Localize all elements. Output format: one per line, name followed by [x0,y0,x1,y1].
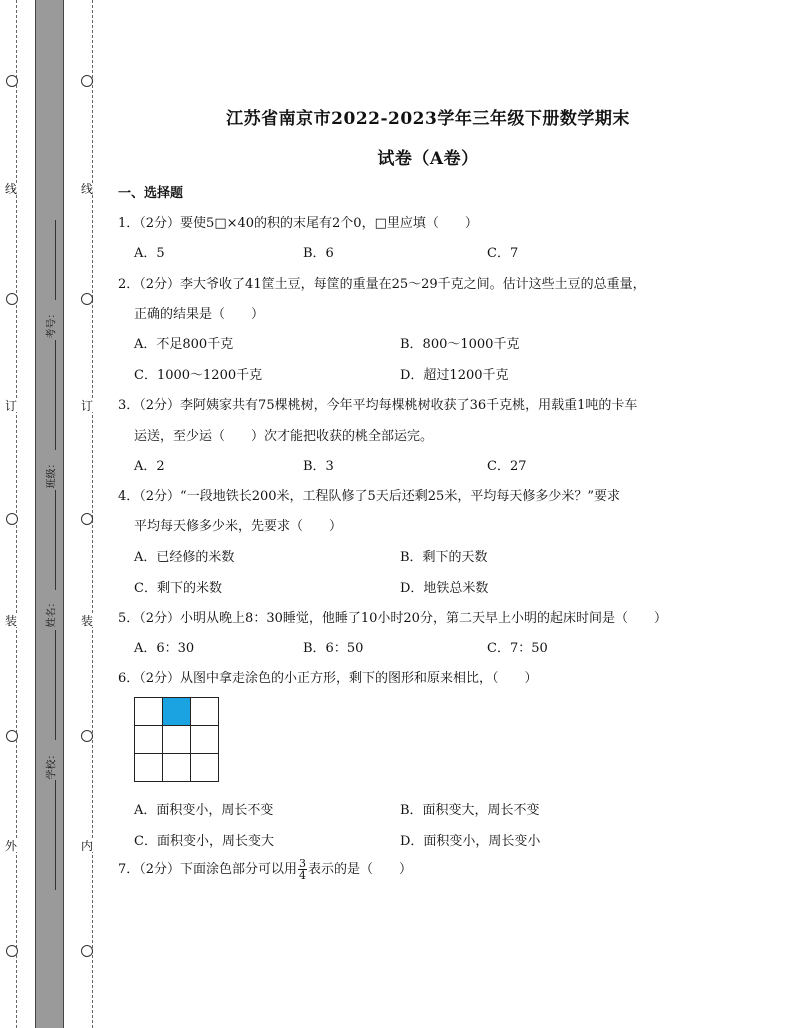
fraction-denominator: 4 [299,869,307,882]
school-label: 学校： [46,749,58,780]
margin-char-outer: 装 [4,614,17,628]
question-1-option-b: B．6 [303,246,334,261]
question-4-option-c: C．剩下的米数 [134,581,222,596]
margin-char-outer: 订 [4,399,17,413]
grid-cell [191,726,219,754]
question-5-option-b: B．6：50 [303,641,364,656]
question-7-text [118,858,412,881]
question-1-text: 1．（2分）要使5□×40的积的末尾有2个0，□里应填（ ） [118,216,478,231]
question-2-option-b: B．800～1000千克 [400,337,520,352]
square-grid-figure [134,697,219,782]
hole-circle [6,293,18,305]
question-5-text: 5．（2分）小明从晚上8：30睡觉，他睡了10小时20分，第二天早上小明的起床时间是（ ） [118,611,667,626]
hole-circle [81,75,93,87]
class-label: 班级： [46,458,58,489]
question-4-option-b: B．剩下的天数 [400,550,488,565]
page-title-line2: 试卷（A卷） [377,149,479,169]
grid-cell [163,726,191,754]
hole-circle [81,945,93,957]
hole-circle [6,945,18,957]
margin-char-outer: 线 [4,182,17,196]
section-heading: 一、选择题 [118,186,184,201]
hole-circle [6,75,18,87]
question-3-option-b: B．3 [303,459,334,474]
name-label: 姓名： [46,597,58,628]
fraction [298,858,307,881]
fill-line [55,490,56,590]
question-3-text-line2: 运送，至少运（ ）次才能把收获的桃全部运完。 [134,429,434,444]
fill-line [55,220,56,300]
shaded-square [163,698,191,726]
fill-line [55,340,56,450]
question-7-text-before: 7．（2分）下面涂色部分可以用 [118,862,298,877]
question-4-text: 4．（2分）“一段地铁长200米，工程队修了5天后还剩25米，平均每天修多少米？”要求 [118,489,620,504]
question-5-option-c: C．7：50 [487,641,548,656]
binding-band [35,0,64,1028]
question-1-option-a: A．5 [134,246,165,261]
fill-line [55,780,56,890]
margin-char-inner: 装 [80,614,93,628]
margin-char-outer: 外 [4,839,17,853]
fraction-numerator: 3 [299,857,307,870]
question-2-option-a: A．不足800千克 [134,337,234,352]
question-6-option-a: A．面积变小，周长不变 [134,803,274,818]
grid-cell [191,754,219,782]
question-3-text: 3．（2分）李阿姨家共有75棵桃树，今年平均每棵桃树收获了36千克桃，用载重1吨的卡车 [118,398,638,413]
question-6-text: 6．（2分）从图中拿走涂色的小正方形，剩下的图形和原来相比，（ ） [118,671,538,686]
question-6-option-b: B．面积变大，周长不变 [400,803,540,818]
question-4-option-a: A．已经修的米数 [134,550,235,565]
grid-cell [163,754,191,782]
question-5-option-a: A．6：30 [134,641,195,656]
hole-circle [6,730,18,742]
grid-cell [135,754,163,782]
hole-circle [81,730,93,742]
grid-cell [191,698,219,726]
hole-circle [6,513,18,525]
grid-cell [135,698,163,726]
grid-cell [135,726,163,754]
margin-char-inner: 内 [80,839,93,853]
question-1-option-c: C．7 [487,246,519,261]
question-4-option-d: D．地铁总米数 [400,581,489,596]
question-2-text: 2．（2分）李大爷收了41筐土豆，每筐的重量在25～29千克之间。估计这些土豆的总重量， [118,277,646,292]
exam-number-label: 考号： [46,308,58,339]
question-6-option-d: D．面积变小，周长变小 [400,834,541,849]
question-2-option-d: D．超过1200千克 [400,368,509,383]
question-3-option-c: C．27 [487,459,527,474]
question-2-option-c: C．1000～1200千克 [134,368,263,383]
hole-circle [81,513,93,525]
question-6-option-c: C．面积变小，周长变大 [134,834,274,849]
question-3-option-a: A．2 [134,459,165,474]
question-2-text-line2: 正确的结果是（ ） [134,307,265,322]
hole-circle [81,293,93,305]
question-4-text-line2: 平均每天修多少米，先要求（ ） [134,519,343,534]
inner-dashed-line [92,0,93,1028]
margin-char-inner: 线 [80,182,93,196]
question-7-text-after: 表示的是（ ） [308,862,413,877]
margin-char-inner: 订 [80,399,93,413]
page-title: 江苏省南京市2022-2023学年三年级下册数学期末 [226,109,630,129]
fill-line [55,630,56,740]
